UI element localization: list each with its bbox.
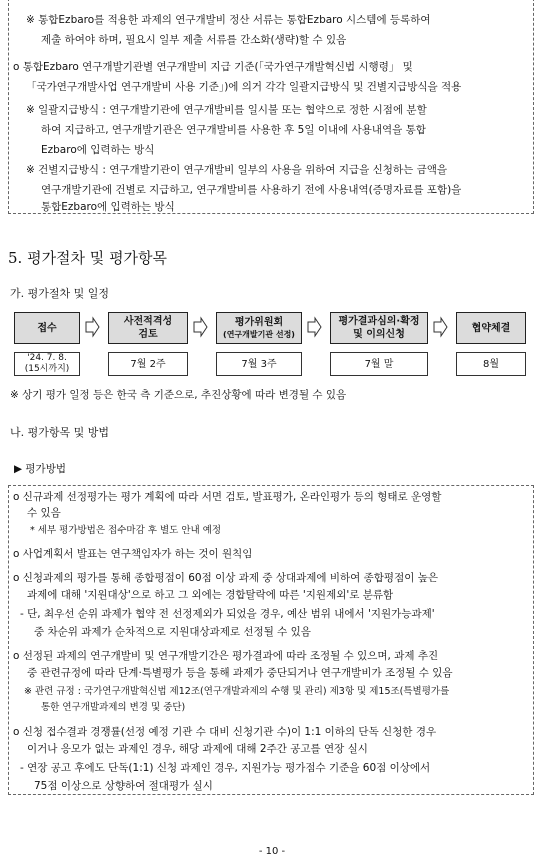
- arrow-icon: [194, 318, 207, 336]
- top-line-5: ※ 일괄지급방식 : 연구개발기관에 연구개발비를 일시불 또는 협약으로 정한 시점에 분할: [26, 104, 427, 116]
- method-line-15: - 연장 공고 후에도 단독(1:1) 신청 과제인 경우, 지원가능 평가점수 기준을 60점 이상에서: [20, 762, 431, 774]
- section-title: 5. 평가절차 및 평가항목: [8, 249, 168, 267]
- top-line-2: 제출 하여야 하며, 필요시 일부 제출 서류를 간소화(생략)할 수 있음: [41, 34, 347, 46]
- method-line-11: ※ 관련 규정 : 국가연구개발혁신법 제12조(연구개발과제의 수행 및 관리) 제3항 및 제15조(특별평가를: [24, 686, 450, 697]
- method-line-8: 중 차순위 과제가 순차적으로 지원대상과제로 선정될 수 있음: [34, 626, 311, 638]
- step-evaluation-committee-label: 평가위원회: [234, 317, 284, 328]
- arrow-icon: [86, 318, 99, 336]
- step-evaluation-note: (연구개발기관 선정): [223, 330, 295, 339]
- top-line-3: o 통합Ezbaro 연구개발기관별 연구개발비 지급 기준(「국가연구개발혁신법 시행령」 및: [13, 61, 413, 73]
- method-line-7: - 단, 최우선 순위 과제가 협약 전 선정제외가 되었을 경우, 예산 범위 내에서 '지원가능과제': [20, 608, 435, 620]
- arrow-icon: [308, 318, 321, 336]
- top-line-4: 「국가연구개발사업 연구개발비 사용 기준」)에 의거 각각 일괄지급방식 및 건별지급방식을 적용: [26, 81, 462, 93]
- page-number: - 10 -: [258, 846, 286, 857]
- method-line-2: 수 있음: [27, 507, 61, 519]
- top-line-10: 통합Ezbaro에 입력하는 방식: [41, 201, 175, 213]
- subheading-method: 나. 평가항목 및 방법: [10, 426, 109, 439]
- top-line-8: ※ 건별지급방식 : 연구개발기관이 연구개발비 일부의 사용을 위하여 지급을 신청하는 금액을: [26, 164, 448, 176]
- method-line-5: o 신청과제의 평가를 통해 종합평점이 60점 이상 과제 중 상대과제에 비하여 종합평점이 높은: [13, 572, 438, 584]
- method-line-4: o 사업계획서 발표는 연구책임자가 하는 것이 원칙임: [13, 548, 253, 560]
- date-agreement: 8월: [456, 352, 526, 376]
- top-line-6: 하여 지급하고, 연구개발기관은 연구개발비를 사용한 후 5일 이내에 사용내역을 통합: [41, 124, 426, 136]
- method-line-1: o 신규과제 선정평가는 평가 계획에 따라 서면 검토, 발표평가, 온라인평가 등의 형태로 운영할: [13, 491, 442, 503]
- method-line-9: o 선정된 과제의 연구개발비 및 연구개발기간은 평가결과에 따라 조정될 수 있으며, 과제 추진: [13, 650, 439, 662]
- top-line-1: ※ 통합Ezbaro를 적용한 과제의 연구개발비 정산 서류는 통합Ezbaro 시스템에 등록하여: [26, 14, 431, 26]
- subheading-schedule: 가. 평가절차 및 일정: [10, 287, 109, 300]
- step-submission: 접수: [14, 312, 80, 344]
- step-agreement: 협약체결: [456, 312, 526, 344]
- method-line-13: o 신청 접수결과 경쟁률(선정 예정 기관 수 대비 신청기관 수)이 1:1 이하의 단독 신청한 경우: [13, 726, 437, 738]
- date-eligibility: 7월 2주: [108, 352, 188, 376]
- method-line-12: 통한 연구개발과제의 변경 및 중단): [41, 702, 186, 713]
- top-line-9: 연구개발기관에 건별로 지급하고, 연구개발비를 사용하기 전에 사용내역(증명자료를 포함)을: [41, 184, 462, 196]
- method-line-10: 중 관련규정에 따라 단계·특별평가 등을 통해 과제가 중단되거나 연구개발비가 조정될 수 있음: [27, 667, 453, 679]
- method-line-16: 75점 이상으로 상향하여 절대평가 실시: [34, 780, 213, 792]
- step-eligibility-review: 사전적격성 검토: [108, 312, 188, 344]
- flow-arrows: [0, 310, 544, 350]
- step-result-deliberation: 평가결과심의·확정 및 이의신청: [330, 312, 428, 344]
- method-line-14: 이거나 응모가 없는 과제인 경우, 해당 과제에 대해 2주간 공고를 연장 실시: [27, 743, 368, 755]
- method-heading: ▶ 평가방법: [14, 463, 66, 475]
- arrow-icon: [434, 318, 447, 336]
- method-line-6: 과제에 대해 '지원대상'으로 하고 그 외에는 경합탈락에 따른 '지원제외'로 분류함: [27, 589, 394, 601]
- date-submission: '24. 7. 8. (15시까지): [14, 352, 80, 376]
- top-line-7: Ezbaro에 입력하는 방식: [41, 144, 155, 156]
- schedule-note: ※ 상기 평가 일정 등은 한국 측 기준으로, 추진상황에 따라 변경될 수 있음: [10, 389, 347, 401]
- method-line-3: * 세부 평가방법은 접수마감 후 별도 안내 예정: [30, 525, 222, 536]
- date-committee: 7월 3주: [216, 352, 302, 376]
- date-deliberation: 7월 말: [330, 352, 428, 376]
